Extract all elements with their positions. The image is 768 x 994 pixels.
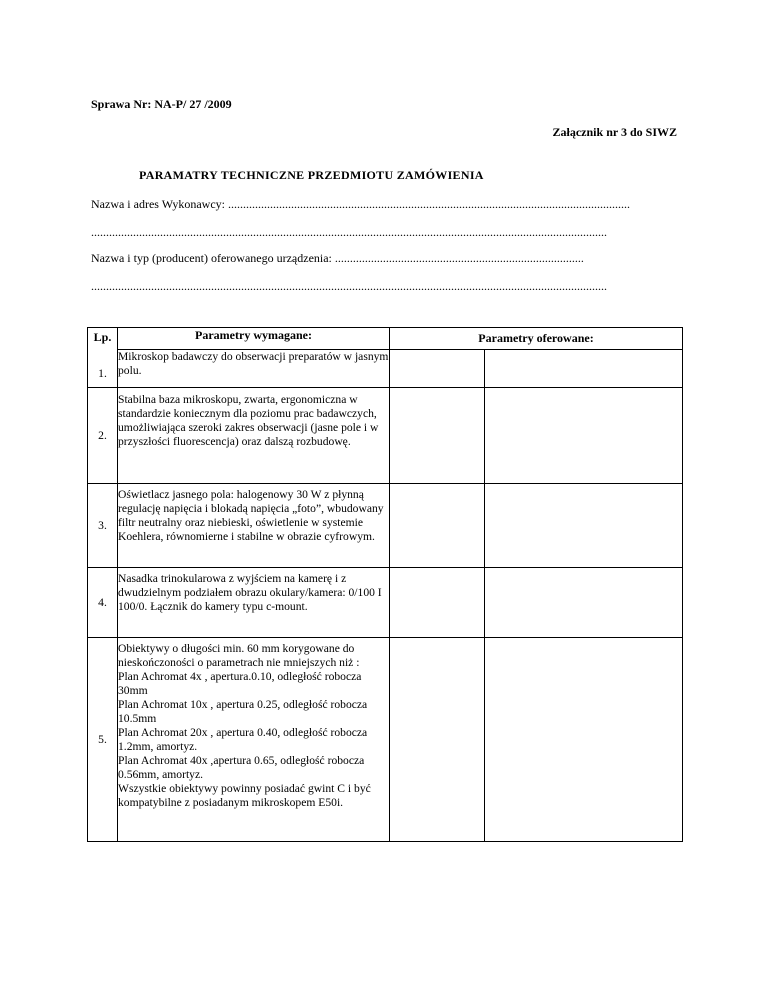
- parameters-table: [87, 327, 683, 842]
- row-2-blank: [485, 388, 683, 484]
- row-5-lp: 5.: [88, 638, 118, 842]
- col-lp-header: Lp.: [88, 328, 118, 388]
- row-4-offered: [390, 568, 485, 638]
- row-1-lp: 1.: [98, 367, 107, 380]
- table-row: [88, 388, 683, 484]
- row-4-lp: 4.: [88, 568, 118, 638]
- row-4-blank: [485, 568, 683, 638]
- table-row: [88, 350, 683, 388]
- device-field-line2: ............................................................................................................................................................................: [91, 279, 607, 293]
- row-4-text: Nasadka trinokularowa z wyjściem na kamerę i z dwudzielnym podziałem obrazu okulary/kamera: 0/100 I 100/0. Łącznik do kamery typu c-mount.: [118, 568, 390, 638]
- row-1-blank: [485, 350, 683, 388]
- row-3-blank: [485, 484, 683, 568]
- device-field: Nazwa i typ (producent) oferowanego urządzenia: ...................................................................................: [91, 251, 584, 265]
- row-5-text: Obiektywy o długości min. 60 mm korygowane do nieskończoności o parametrach nie mniejszych niż : Plan Achromat 4x , apertura.0.10, odległość robocza 30mm Plan Achromat 10x , apertura 0.25, odległość robocza 10.5mm Plan Achromat 20x , apertura 0.40, odległość robocza 1.2mm, amortyz. Plan Achromat 40x ,apertura 0.65, odległość robocza 0.56mm, amortyz. Wszystkie obiektywy powinny posiadać gwint C i być kompatybilne z posiadanym mikroskopem E50i.: [118, 638, 390, 842]
- row-3-lp: 3.: [88, 484, 118, 568]
- table-row: [88, 638, 683, 842]
- row-3-offered: [390, 484, 485, 568]
- col-required-header: Parametry wymagane:: [118, 328, 390, 350]
- case-number: Sprawa Nr: NA-P/ 27 /2009: [91, 97, 232, 111]
- table-header-row: [88, 328, 683, 350]
- col-offered-header: Parametry oferowane:: [390, 328, 683, 350]
- contractor-field: Nazwa i adres Wykonawcy: ......................................................................................................................................: [91, 197, 631, 211]
- contractor-field-line2: ............................................................................................................................................................................: [91, 225, 607, 239]
- row-2-offered: [390, 388, 485, 484]
- row-3-text: Oświetlacz jasnego pola: halogenowy 30 W z płynną regulację napięcia i blokadą napięcia „foto”, wbudowany filtr neutralny oraz niebieski, oświetlenie w systemie Koehlera, równomierne i stabilne w obrazie cyfrowym.: [118, 484, 390, 568]
- row-5-blank: [485, 638, 683, 842]
- row-2-lp: 2.: [88, 388, 118, 484]
- row-1-offered: [390, 350, 485, 388]
- row-5-offered: [390, 638, 485, 842]
- row-2-text: Stabilna baza mikroskopu, zwarta, ergonomiczna w standardzie koniecznym dla poziomu prac badawczych, umożliwiająca szeroki zakres obserwacji (jasne pole i w przyszłości fluorescencja) oraz dalszą rozbudowę.: [118, 388, 390, 484]
- row-1-text: Mikroskop badawczy do obserwacji preparatów w jasnym polu.: [118, 350, 390, 388]
- table-row: [88, 484, 683, 568]
- document-title: PARAMATRY TECHNICZNE PRZEDMIOTU ZAMÓWIENIA: [139, 168, 484, 182]
- annex-label: Załącznik nr 3 do SIWZ: [552, 125, 677, 139]
- table-row: [88, 568, 683, 638]
